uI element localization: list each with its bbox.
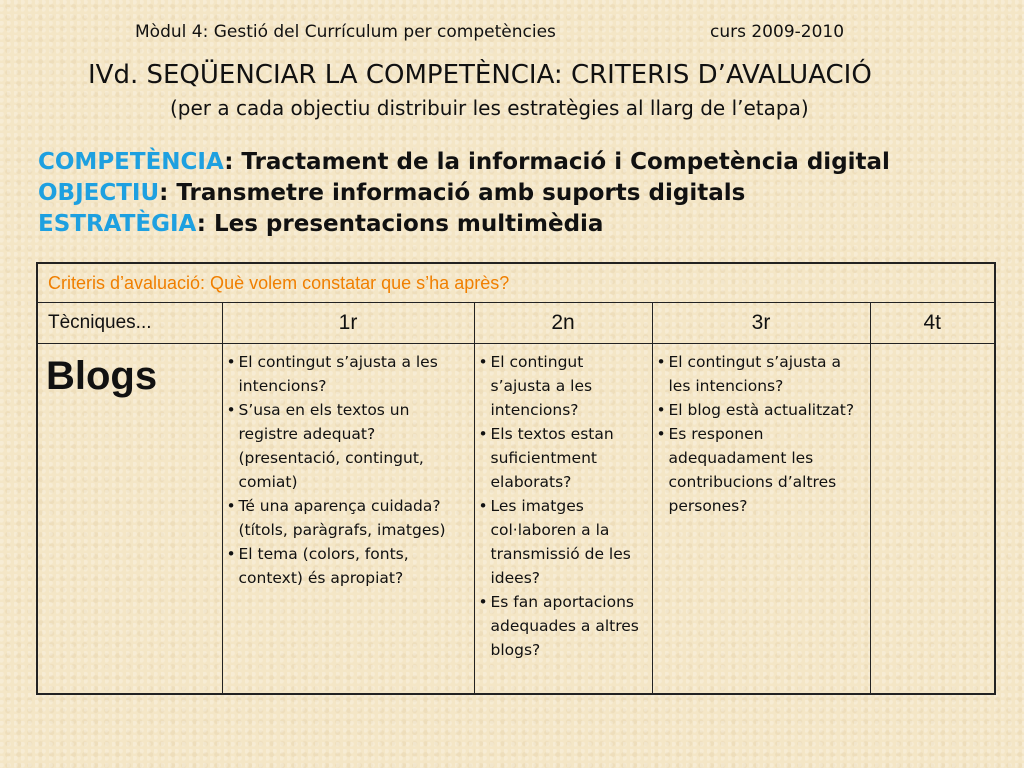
criterion-item: • El contingut s’ajusta a les intencions? <box>657 350 866 398</box>
page-title: IVd. SEQÜENCIAR LA COMPETÈNCIA: CRITERIS D’AVALUACIÓ <box>88 60 872 90</box>
col-header-techniques: Tècniques... <box>37 303 222 344</box>
criteria-list-4t <box>871 344 995 350</box>
criterion-item: • El tema (colors, fonts, context) és apropiat? <box>227 542 470 590</box>
col-header-1r: 1r <box>222 303 474 344</box>
criterion-item: • El contingut s’ajusta a les intencions? <box>479 350 648 422</box>
criteria-header: Criteris d’avaluació: Què volem constatar que s’ha après? <box>37 263 995 303</box>
objectiu-key: OBJECTIU <box>38 180 160 206</box>
cell-4t <box>870 344 995 695</box>
technique-blogs: Blogs <box>37 344 222 695</box>
cell-3r <box>652 344 870 695</box>
cell-2n <box>474 344 652 695</box>
criteria-table <box>36 262 996 695</box>
module-header: Mòdul 4: Gestió del Currículum per competències <box>135 22 556 42</box>
estrategia-line <box>38 211 603 237</box>
col-header-4t: 4t <box>870 303 995 344</box>
criteria-list-3r <box>653 344 870 518</box>
competencia-value: : Tractament de la informació i Competència digital <box>224 149 890 175</box>
table-row-blogs <box>37 344 995 695</box>
column-header-row <box>37 303 995 344</box>
cell-1r <box>222 344 474 695</box>
criterion-item: • Es responen adequadament les contribucions d’altres persones? <box>657 422 866 518</box>
criteria-list-1r <box>223 344 474 590</box>
estrategia-key: ESTRATÈGIA <box>38 211 197 237</box>
objectiu-line <box>38 180 745 206</box>
criterion-item: • Els textos estan suficientment elaborats? <box>479 422 648 494</box>
criterion-item: • Les imatges col·laboren a la transmissió de les idees? <box>479 494 648 590</box>
course-year: curs 2009-2010 <box>710 22 845 42</box>
criterion-item: • El contingut s’ajusta a les intencions? <box>227 350 470 398</box>
criteria-header-row <box>37 263 995 303</box>
objectiu-value: : Transmetre informació amb suports digitals <box>159 180 746 206</box>
competencia-line <box>38 149 890 175</box>
page-subtitle: (per a cada objectiu distribuir les estratègies al llarg de l’etapa) <box>170 96 809 120</box>
criterion-item: • El blog està actualitzat? <box>657 398 866 422</box>
col-header-2n: 2n <box>474 303 652 344</box>
criterion-item: • Té una aparença cuidada? (títols, paràgrafs, imatges) <box>227 494 470 542</box>
estrategia-value: : Les presentacions multimèdia <box>196 211 604 237</box>
criterion-item: • S’usa en els textos un registre adequat? (presentació, contingut, comiat) <box>227 398 470 494</box>
criteria-list-2n <box>475 344 652 662</box>
competencia-key: COMPETÈNCIA <box>38 149 225 175</box>
col-header-3r: 3r <box>652 303 870 344</box>
criterion-item: • Es fan aportacions adequades a altres blogs? <box>479 590 648 662</box>
